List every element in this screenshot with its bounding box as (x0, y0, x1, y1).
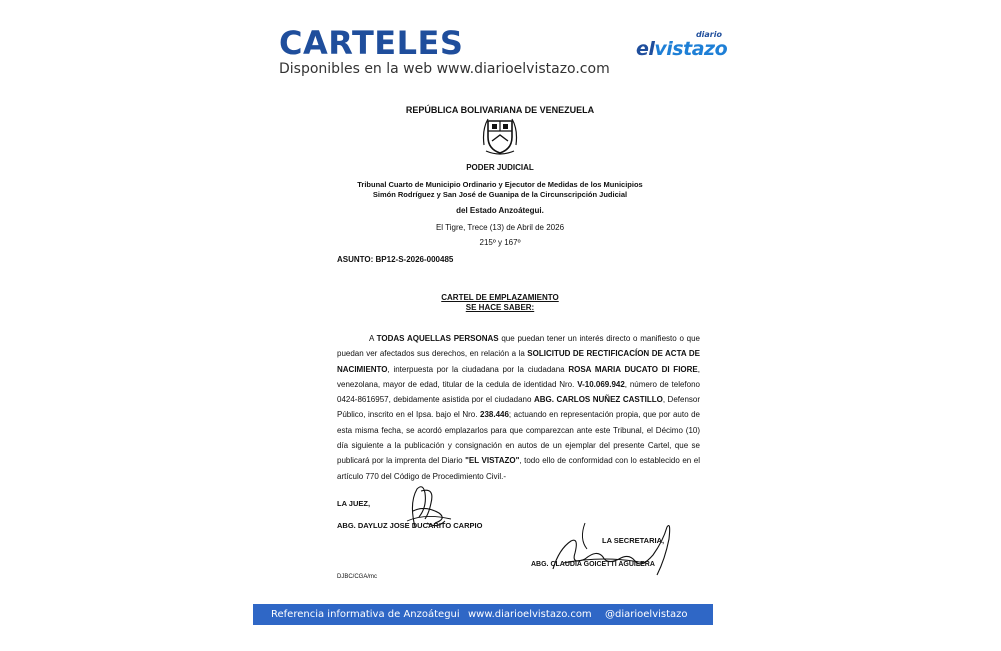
coat-of-arms-icon (482, 115, 518, 155)
logo-main-text (636, 38, 727, 60)
case-number: ASUNTO: BP12-S-2026-000485 (337, 255, 454, 264)
years-line: 215º y 167º (479, 238, 521, 247)
court-document (300, 95, 700, 595)
body-text: , venezolana, mayor de edad, titular de la cedula de identidad Nro. (337, 364, 700, 389)
footer-banner (253, 604, 713, 625)
body-bold: V-10.069.942 (577, 379, 625, 389)
body-bold: ABG. CARLOS NUÑEZ CASTILLO (533, 395, 663, 405)
body-bold: "EL VISTAZO" (465, 456, 520, 466)
tribunal-name (300, 180, 700, 199)
header-title: CARTELES (279, 24, 464, 62)
secretary-signature (545, 519, 685, 579)
body-text: que puedan tener un interés directo o manifiesto o que puedan ver afectados sus derechos, en relación a la (337, 334, 700, 359)
logo-small-text: diario (695, 30, 722, 39)
footer-social-handle[interactable]: @diarioelvistazo (605, 609, 688, 620)
logo-main-part1: el (636, 38, 655, 60)
secretary-name: ABG. CLAUDIA GOICETTI AGUILERA (531, 561, 655, 568)
body-text: , Defensor Público, inscrito en el Ipsa. bajo el Nro. (337, 395, 701, 420)
body-bold: TODAS AQUELLAS PERSONAS (376, 334, 499, 343)
cartel-subtitle: SE HACE SABER: (465, 302, 535, 312)
footer-website-link[interactable]: www.diarioelvistazo.com (468, 609, 592, 620)
header-subtitle: Disponibles en la web www.diarioelvistazo.com (279, 61, 610, 77)
tribunal-line-2: Simón Rodríguez y San José de Guanipa de la Circunscripción Judicial (372, 189, 628, 199)
judge-label: LA JUEZ, (337, 499, 371, 508)
estado-line: del Estado Anzoátegui. (456, 206, 544, 215)
tribunal-line-1: Tribunal Cuarto de Municipio Ordinario y Ejecutor de Medidas de los Municipios (357, 180, 643, 189)
body-bold: ROSA MARIA DUCATO DI FIORE (568, 364, 698, 374)
body-text: ; actuando en representación propia, que por auto de esta misma fecha, se acordó emplazarlos para que comparezcan ante este Tribunal, el Décimo (10) día siguiente a la publicación y consignación en autos de un ejemplar del presente Cartel, que se publicará por la imprenta del Diario (337, 410, 700, 466)
secretary-label: LA SECRETARIA, (602, 536, 665, 545)
place-date: El Tigre, Trece (13) de Abril de 2026 (435, 223, 565, 232)
cartel-title: CARTEL DE EMPLAZAMIENTO (441, 293, 559, 302)
logo-main-part2: vistazo (654, 38, 728, 60)
body-bold: SOLICITUD DE RECTIFICACÍON DE ACTA DE NACIMIENTO (337, 349, 700, 374)
body-text: , interpuesta por la ciudadana por la ciudadana (387, 364, 569, 374)
body-text: , todo ello de conformidad con lo establecido en el artículo 770 del Código de Procedimiento Civil.- (337, 456, 700, 481)
republic-heading: REPÚBLICA BOLIVARIANA DE VENEZUELA (405, 105, 595, 115)
body-text: , número de telefono 0424-8616957, debidamente asistida por el ciudadano (337, 379, 701, 405)
elvistazo-logo (636, 30, 728, 62)
body-text: A (369, 334, 377, 343)
body-paragraph (337, 331, 700, 484)
footer-reference: Referencia informativa de Anzoátegui (271, 609, 460, 620)
poder-judicial: PODER JUDICIAL (466, 163, 534, 172)
typist-initials: DJBC/CGA/mc (337, 574, 378, 580)
cartel-heading (300, 293, 700, 312)
judge-name: ABG. DAYLUZ JOSE DUCARITO CARPIO (337, 521, 483, 530)
body-bold: 238.446 (480, 410, 509, 420)
